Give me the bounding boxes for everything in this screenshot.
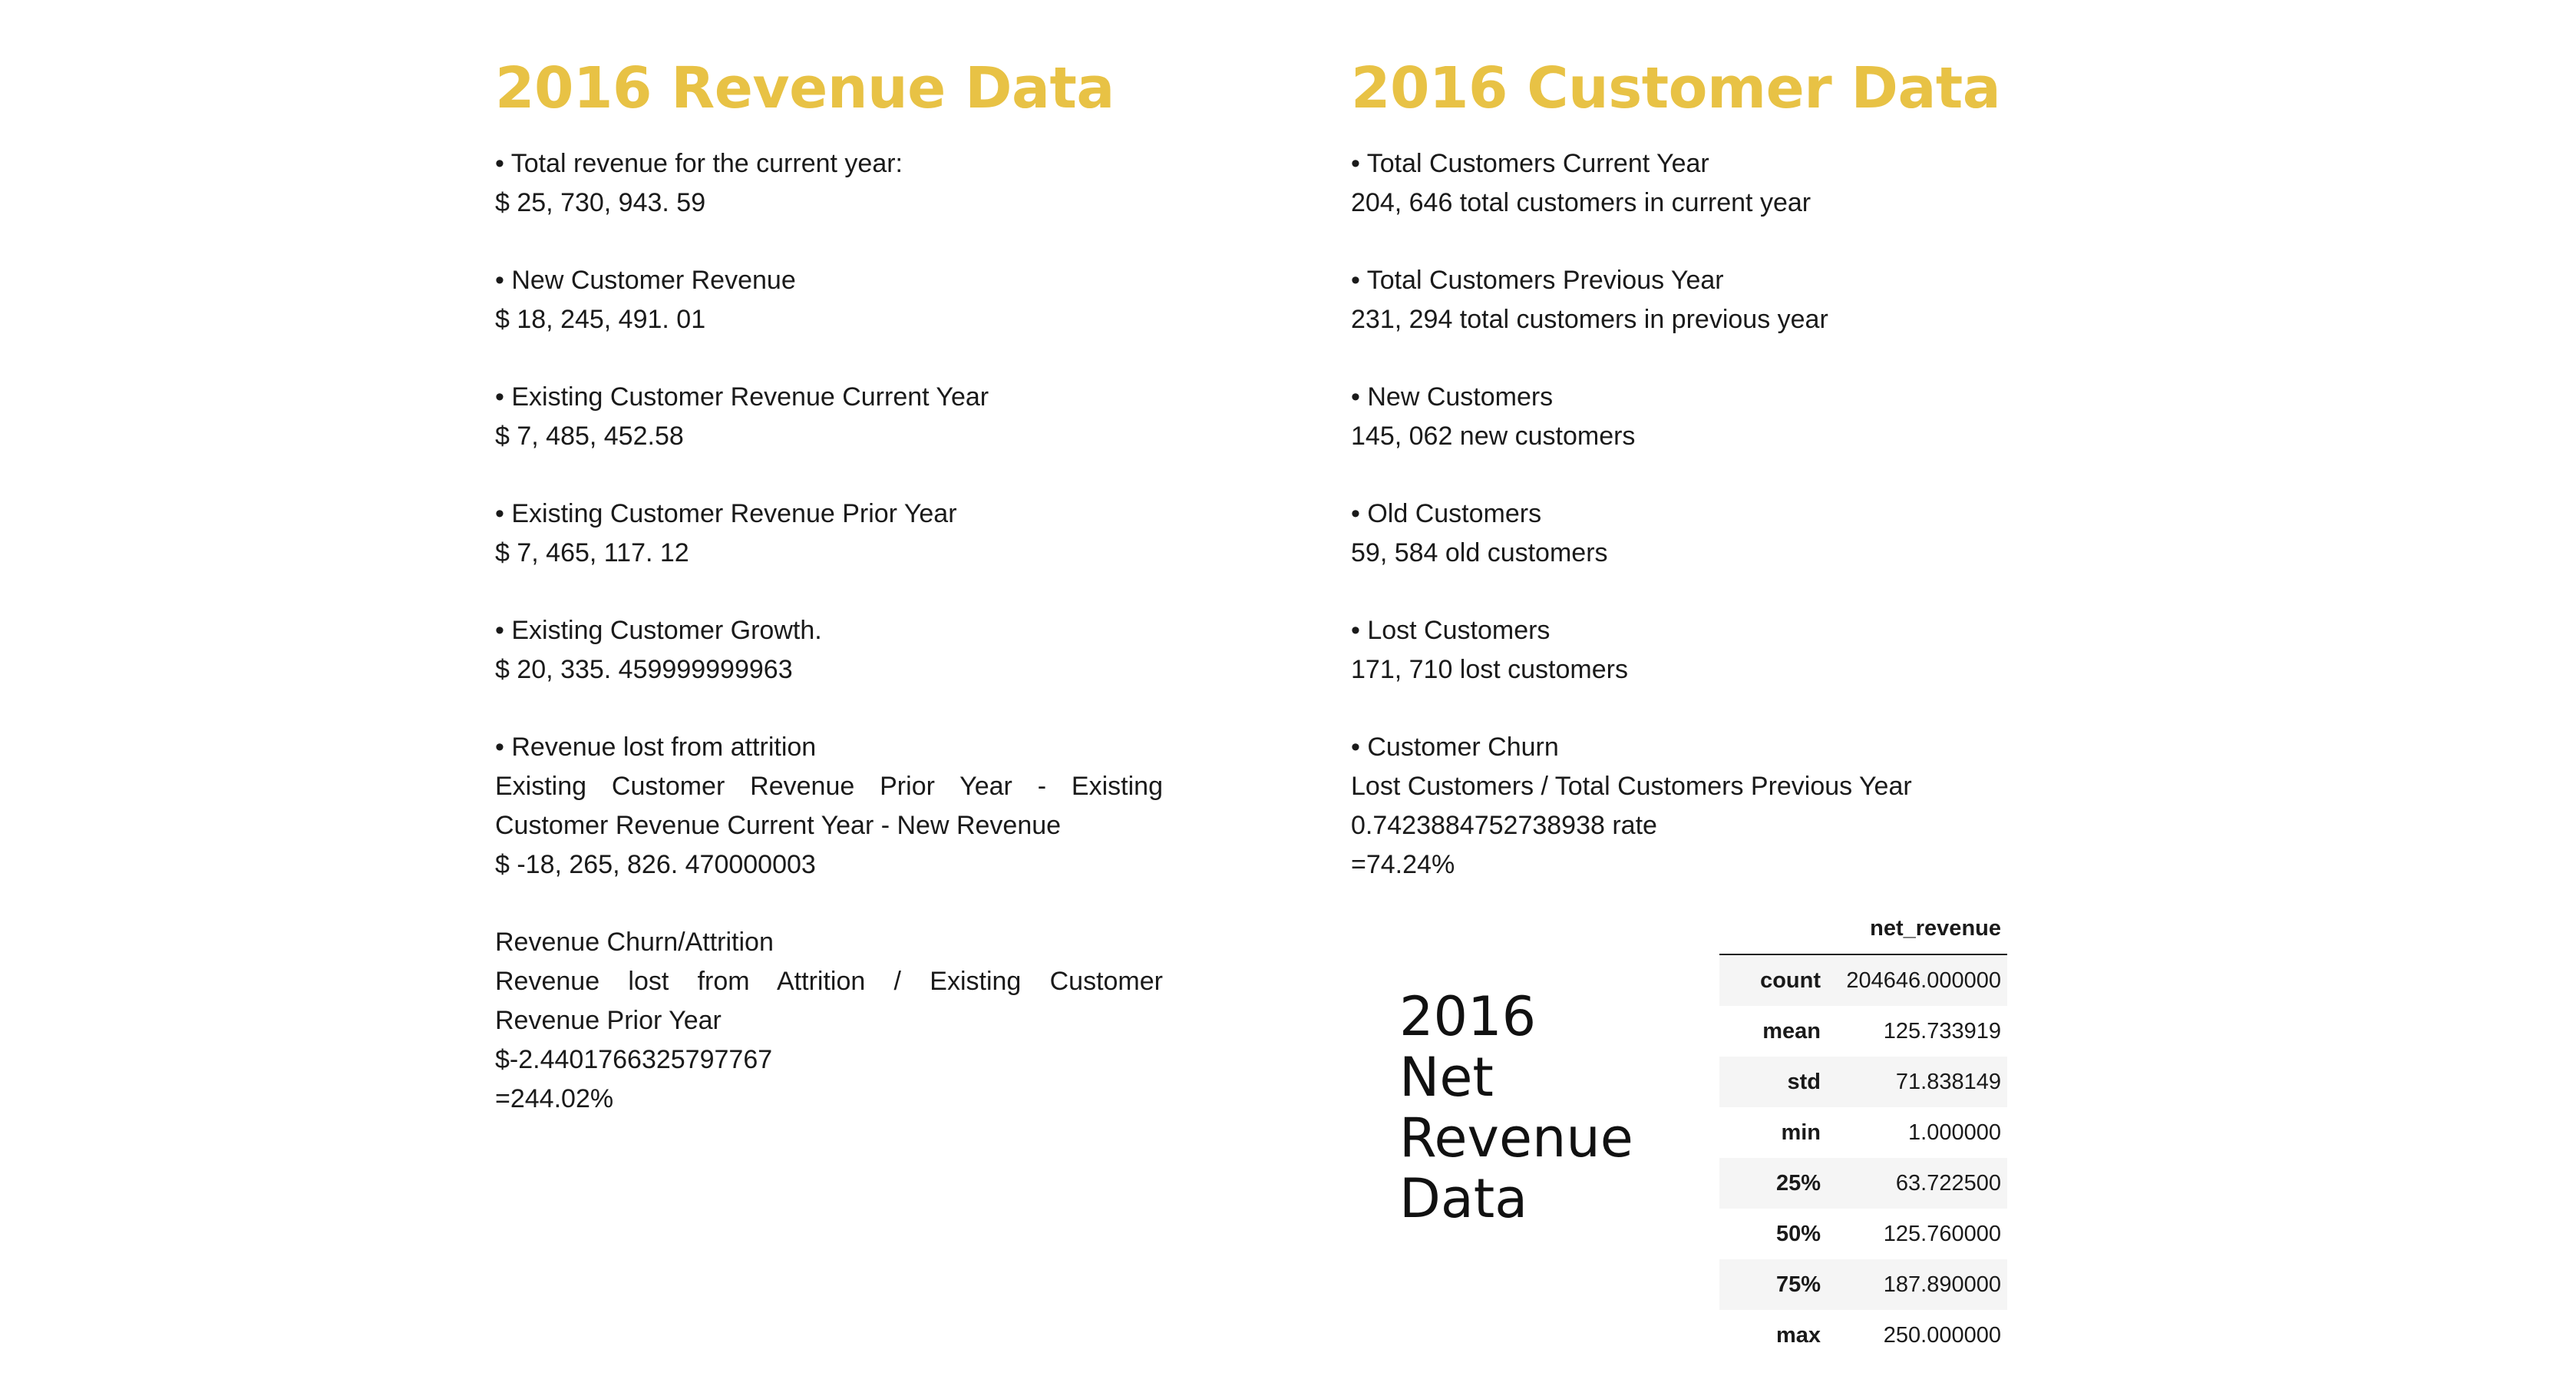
row-value: 71.838149 [1895, 1069, 2001, 1094]
existing-revenue-prior-label: • Existing Customer Revenue Prior Year [495, 499, 957, 528]
new-customer-revenue-value: $ 18, 245, 491. 01 [495, 305, 706, 334]
total-customers-current-block [1351, 144, 2042, 223]
net-revenue-label-line: Revenue [1399, 1106, 1633, 1169]
old-customers-label: • Old Customers [1351, 499, 1542, 528]
total-customers-previous-value: 231, 294 total customers in previous year [1351, 305, 1828, 334]
net-revenue-label-line: Data [1399, 1167, 1528, 1230]
new-customer-revenue-block [495, 261, 1163, 339]
lost-customers-value: 171, 710 lost customers [1351, 655, 1628, 684]
old-customers-value: 59, 584 old customers [1351, 538, 1608, 567]
table-row [1719, 1107, 2007, 1158]
existing-revenue-current-block [495, 378, 1163, 456]
revenue-title: 2016 Revenue Data [495, 55, 1115, 121]
customer-churn-label: • Customer Churn [1351, 733, 1559, 762]
existing-growth-block [495, 611, 1163, 690]
table-header-row [1719, 903, 2007, 954]
column-header-net-revenue: net_revenue [1827, 903, 2007, 954]
existing-growth-label: • Existing Customer Growth. [495, 616, 822, 645]
customer-title: 2016 Customer Data [1351, 55, 2001, 121]
revenue-lost-label: • Revenue lost from attrition [495, 733, 817, 762]
table-row [1719, 1310, 2007, 1361]
revenue-churn-percent: =244.02% [495, 1084, 614, 1113]
customer-section [1351, 54, 2042, 923]
net-revenue-label-line: Net [1399, 1046, 1494, 1109]
lost-customers-label: • Lost Customers [1351, 616, 1551, 645]
table-row [1719, 1158, 2007, 1209]
existing-revenue-current-value: $ 7, 485, 452.58 [495, 422, 684, 451]
revenue-churn-formula-line1: Revenue lost from Attrition / Existing Customer [495, 967, 1163, 996]
net-revenue-label-line: 2016 [1399, 985, 1537, 1048]
table-row [1719, 1209, 2007, 1259]
table-row [1719, 1057, 2007, 1107]
row-value: 125.760000 [1883, 1221, 2001, 1246]
row-label: min [1781, 1120, 1821, 1145]
table-row [1719, 954, 2007, 1006]
customer-churn-percent: =74.24% [1351, 850, 1455, 879]
table-row [1719, 1259, 2007, 1310]
table-row [1719, 1006, 2007, 1057]
customer-churn-formula: Lost Customers / Total Customers Previous Year [1351, 772, 1912, 801]
new-customers-label: • New Customers [1351, 382, 1554, 412]
row-value: 1.000000 [1908, 1120, 2001, 1145]
net-revenue-stats-table [1719, 903, 2007, 1361]
row-label: 25% [1775, 1170, 1821, 1196]
table-corner-cell [1719, 903, 1827, 954]
row-value: 187.890000 [1883, 1272, 2001, 1297]
new-customer-revenue-label: • New Customer Revenue [495, 266, 796, 295]
old-customers-block [1351, 495, 2042, 573]
existing-revenue-current-label: • Existing Customer Revenue Current Year [495, 382, 989, 412]
revenue-lost-formula-line2: Customer Revenue Current Year - New Revenue [495, 811, 1062, 840]
existing-growth-value: $ 20, 335. 459999999963 [495, 655, 793, 684]
new-customers-block [1351, 378, 2042, 456]
revenue-section [495, 54, 1163, 1157]
row-label: std [1787, 1069, 1821, 1094]
row-value: 204646.000000 [1846, 968, 2001, 993]
customer-churn-rate: 0.7423884752738938 rate [1351, 811, 1657, 840]
total-revenue-value: $ 25, 730, 943. 59 [495, 188, 706, 217]
row-label: max [1775, 1322, 1821, 1348]
row-label: 75% [1775, 1272, 1821, 1297]
revenue-churn-value: $-2.4401766325797767 [495, 1045, 773, 1074]
lost-customers-block [1351, 611, 2042, 690]
row-value: 63.722500 [1895, 1170, 2001, 1196]
revenue-churn-block [495, 923, 1163, 1119]
total-customers-current-value: 204, 646 total customers in current year [1351, 188, 1811, 217]
net-revenue-label [1399, 987, 1633, 1229]
revenue-churn-label: Revenue Churn/Attrition [495, 928, 774, 957]
total-revenue-label: • Total revenue for the current year: [495, 149, 903, 178]
total-customers-previous-label: • Total Customers Previous Year [1351, 266, 1724, 295]
revenue-lost-formula-line1: Existing Customer Revenue Prior Year - Existing [495, 772, 1163, 801]
total-customers-previous-block [1351, 261, 2042, 339]
new-customers-value: 145, 062 new customers [1351, 422, 1636, 451]
revenue-lost-block [495, 728, 1163, 885]
row-label: mean [1762, 1018, 1821, 1044]
revenue-lost-value: $ -18, 265, 826. 470000003 [495, 850, 816, 879]
revenue-churn-formula-line2: Revenue Prior Year [495, 1006, 722, 1035]
row-value: 250.000000 [1883, 1322, 2001, 1348]
row-label: count [1760, 968, 1821, 993]
customer-churn-block [1351, 728, 2042, 885]
total-customers-current-label: • Total Customers Current Year [1351, 149, 1709, 178]
total-revenue-block [495, 144, 1163, 223]
existing-revenue-prior-block [495, 495, 1163, 573]
existing-revenue-prior-value: $ 7, 465, 117. 12 [495, 538, 689, 567]
row-label: 50% [1775, 1221, 1821, 1246]
row-value: 125.733919 [1883, 1018, 2001, 1044]
